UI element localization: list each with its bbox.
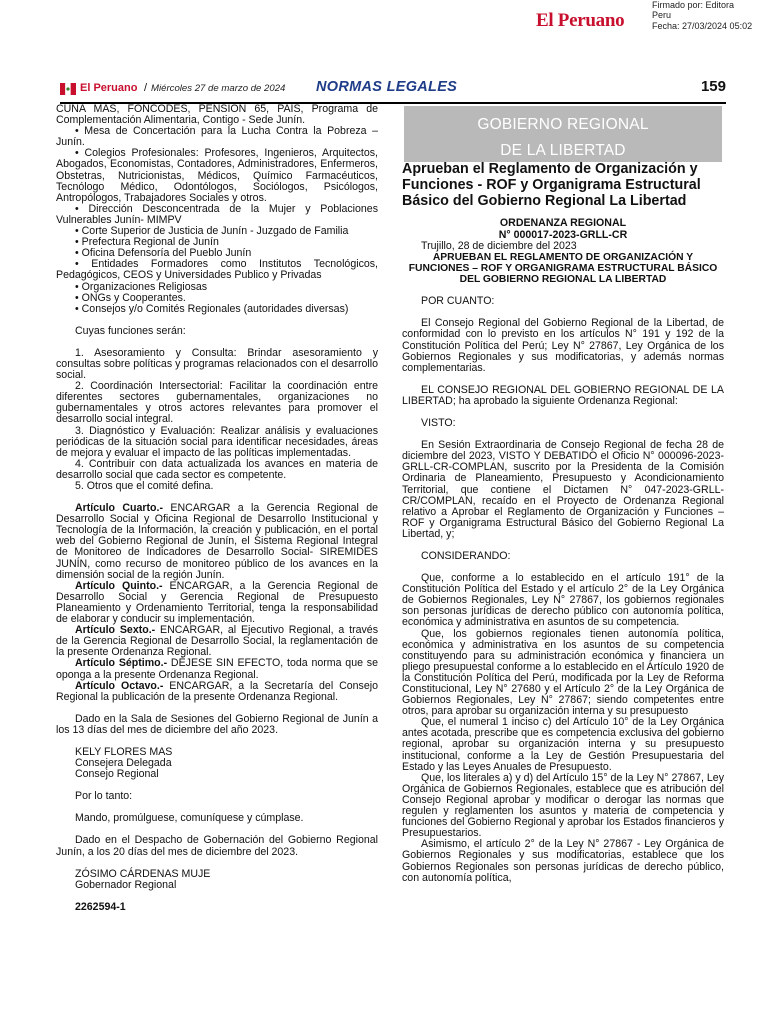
signer-title: Consejo Regional [75,768,159,781]
body-paragraph: Que, conforme a lo establecido en el artículo 191° de la Constitución Política del Estado y el artículo 2° de la Ley Orgánica de Gobiernos Regionales, Ley N° 27867, los gobiernos regionales son personas jurídicas de derecho público con autonomía política, económica y administrativa en asuntos de su competencia. [402,572,724,629]
body-paragraph: En Sesión Extraordinaria de Consejo Regional de fecha 28 de diciembre del 2023, VISTO Y DEBATIDO el Oficio N° 000096-2023-GRLL-CR-COMPLAN, suscrito por la Presidenta de la Comisión Ordinaria de Planeamiento, Presupuesto y Acondicionamiento Territorial, que contiene el Dictamen N° 047-2023-GRLL-CR/COMPLAN, recaído en el Proyecto de Ordenanza Regional relativo a Aprobar el Reglamento de Organización y Funciones – ROF y Organigrama Estructural Básico del Gobierno Regional La Libertad, y; [402,439,724,540]
body-paragraph: Asimismo, el artículo 2° de la Ley N° 27867 - Ley Orgánica de Gobiernos Regionales y sus modificatorias, establece que los Gobiernos Regionales son personas jurídicas de derecho público, con autonomía política, [402,838,724,884]
article-label: Artículo Cuarto.- [75,502,163,515]
issue-date: Miércoles 27 de marzo de 2024 [151,83,286,94]
section-heading: VISTO: [421,417,456,430]
left-column [56,104,378,913]
list-item: • Prefectura Regional de Junín [75,236,219,249]
body-paragraph: Que, el numeral 1 inciso c) del Artículo 10° de la Ley Orgánica antes acotada, prescribe que es competencia exclusiva del gobierno regional, aprobar su organización interna y su presupuesto institucional, conforme a la Ley de Gestión Presupuestaria del Estado y las Leyes Anuales de Presupuesto. [402,716,724,773]
function-item: 3. Diagnóstico y Evaluación: Realizar análisis y evaluaciones periódicas de la situación social para identificar necesidades, áreas de mejora y evaluar el impacto de las políticas implementadas. [56,424,378,459]
ordinance-number-line: N° 000017-2023-GRLL-CR [498,228,628,241]
list-item: • ONGs y Cooperantes. [75,291,186,304]
ordinance-subtitle: APRUEBAN EL REGLAMENTO DE ORGANIZACIÓN Y FUNCIONES – ROF Y ORGANIGRAMA ESTRUCTURAL BÁSICO DEL GOBIERNO REGIONAL LA LIBERTAD [408,252,718,286]
list-item: • Entidades Formadores como Institutos Tecnológicos, Pedagógicos, CEOS y Universidades Publico y Privadas [56,258,378,282]
newspaper-brand: El Peruano [80,82,138,94]
given-paragraph: Dado en la Sala de Sesiones del Gobierno Regional de Junín a los 13 días del mes de diciembre del año 2023. [56,712,378,736]
ordinance-number-line: ORDENANZA REGIONAL [499,217,627,230]
body-paragraph: El Consejo Regional del Gobierno Regional de la Libertad, de conformidad con lo previsto en los artículos N° 191 y 192 de la Constitución Política del Perú; Ley N° 27867, Ley Orgánica de los Gobiernos Regionales y sus modificatorias, y además normas complementarias. [402,317,724,374]
article-label: Artículo Séptimo.- [75,657,168,670]
section-title: NORMAS LEGALES [316,79,458,95]
peru-flag-icon [60,83,76,95]
article-text: ENCARGAR a la Gerencia Regional de Desarrollo Social y Oficina Regional de Desarrollo Institucional y Tecnología de la Información, la creación y publicación, en el portal web del Gobierno Regional de Junín, el Sistema Regional Integral de Monitoreo de Indicadores de Desarrollo Social- SIREMIDES JUNÍN, como recurso de monitoreo público de los avances en la dimensión social de la región Junín. [56,502,378,581]
body-paragraph: EL CONSEJO REGIONAL DEL GOBIERNO REGIONAL DE LA LIBERTAD; ha aprobado la siguiente Ordenanza Regional: [402,383,724,407]
body-paragraph: Que, los gobiernos regionales tienen autonomía política, económica y administrativa en los asuntos de su competencia constituyendo para su administración económica y financiera un pliego presupuestal conforme a lo establecido en el Artículo 1920 de la Constitución Política del Perú, modificada por la Ley de Reforma Constitucional, Ley N° 27680 y el Artículo 2° de la Ley Orgánica de Gobiernos Regionales, Ley N° 27867; siendo competentes entre otros, para aprobar su organización interna y su presupuesto [402,627,724,718]
digital-signature-text [652,0,752,31]
article-paragraph [56,681,378,703]
institution-banner [404,106,722,162]
article-text: ENCARGAR, al Ejecutivo Regional, a través de la Gerencia Regional de Desarrollo Social, la reglamentación de la presente Ordenanza Regional. [56,624,379,659]
given-paragraph: Dado en el Despacho de Gobernación del Gobierno Regional Junín, a los 20 días del mes de diciembre del 2023. [56,834,378,858]
article-text: DÉJESE SIN EFECTO, toda norma que se oponga a la presente Ordenanza Regional. [56,657,378,681]
signature-line: Firmado por: Editora [652,0,735,10]
signer-title: Gobernador Regional [75,878,177,891]
article-paragraph [56,581,378,625]
page-number: 159 [700,78,726,95]
section-heading: CONSIDERANDO: [421,549,511,562]
function-item: 5. Otros que el comité defina. [75,480,214,492]
list-item: • Consejos y/o Comités Regionales (autoridades diversas) [75,302,349,315]
signature-line: Fecha: 27/03/2024 05:02 [652,20,753,31]
list-item: • Colegios Profesionales: Profesores, Ingenieros, Arquitectos, Abogados, Economistas, Contadores, Administradores, Enfermeros, Obstetras, Nutricionistas, Médicos, Químico Farmacéuticos, Tecnólogo Médico, Odontólogos, Sociólogos, Psicólogos, Antropólogos, Trabajadores Sociales y otros. [56,147,378,204]
article-paragraph [56,503,378,581]
article-text: ENCARGAR, a la Secretaría del Consejo Regional la publicación de la presente Ordenanza Regional. [56,679,378,703]
signer-name: ZÓSIMO CÁRDENAS MUJE [75,867,211,880]
list-item: • Oficina Defensoría del Pueblo Junín [75,247,252,260]
por-tanto: Por lo tanto: [75,790,133,803]
function-item: 1. Asesoramiento y Consulta: Brindar asesoramiento y consultas sobre políticas y programas relacionados con el desarrollo social. [56,346,378,382]
right-column [402,106,724,884]
list-item: • Mesa de Concertación para la Lucha Contra la Pobreza – Junín. [56,125,378,149]
mando-line: Mando, promúlguese, comuníquese y cúmplase. [75,812,304,825]
list-item: CUNA MAS, FONCODES, PENSIÓN 65, PAIS, Programa de Complementación Alimentaria, Contigo - Sede Junín. [56,103,378,127]
function-item: 4. Contribuir con data actualizada los avances en materia de desarrollo social que cada sector es competente. [56,457,378,481]
signer-title: Consejera Delegada [75,757,172,770]
resolution-title: Aprueban el Reglamento de Organización y Funciones - ROF y Organigrama Estructural Básico del Gobierno Regional La Libertad [402,161,701,209]
institution-banner-line: GOBIERNO REGIONAL [477,116,649,133]
institution-banner-line: DE LA LIBERTAD [500,142,626,159]
el-peruano-signature-logo: El Peruano [536,10,625,31]
article-label: Artículo Octavo.- [75,679,164,692]
functions-intro: Cuyas funciones serán: [75,324,186,337]
section-heading: POR CUANTO: [421,295,495,308]
signature-line: Peru [652,10,672,21]
article-text: ENCARGAR, a la Gerencia Regional de Desarrollo Social y Gerencia Regional de Presupuesto Planeamiento y Ordenamiento Territorial, tenga la responsabilidad de elaborar y conducir su implementación. [56,579,378,626]
body-paragraph: Que, los literales a) y d) del Artículo 15° de la Ley N° 27867, Ley Orgánica de Gobiernos Regionales, establece que es atribución del Consejo Regional aprobar y modificar o derogar las normas que regulen y reglamenten los asuntos y materia de competencia y funciones del Gobierno Regional y aprobar los Estados financieros y Presupuestarios. [402,771,724,840]
article-paragraph [56,625,378,658]
article-label: Artículo Sexto.- [75,624,156,637]
article-paragraph [56,658,378,680]
list-item: • Dirección Desconcentrada de la Mujer y Poblaciones Vulnerables Junín- MIMPV [56,202,378,226]
ordinance-number [402,218,724,241]
signer-name: KELY FLORES MAS [75,745,173,758]
list-item: • Organizaciones Religiosas [75,280,208,293]
page-header [60,74,726,104]
publication-code: 2262594-1 [75,900,126,913]
article-label: Artículo Quinto.- [75,579,163,592]
list-item: • Corte Superior de Justicia de Junín - Juzgado de Familia [75,225,349,238]
header-separator: / [144,82,148,94]
ordinance-date: Trujillo, 28 de diciembre del 2023 [421,240,577,253]
function-item: 2. Coordinación Intersectorial: Facilitar la coordinación entre diferentes sectores gubernamentales, organizaciones no gubernamentales y otros actores relevantes para promover el desarrollo social integral. [56,380,378,426]
